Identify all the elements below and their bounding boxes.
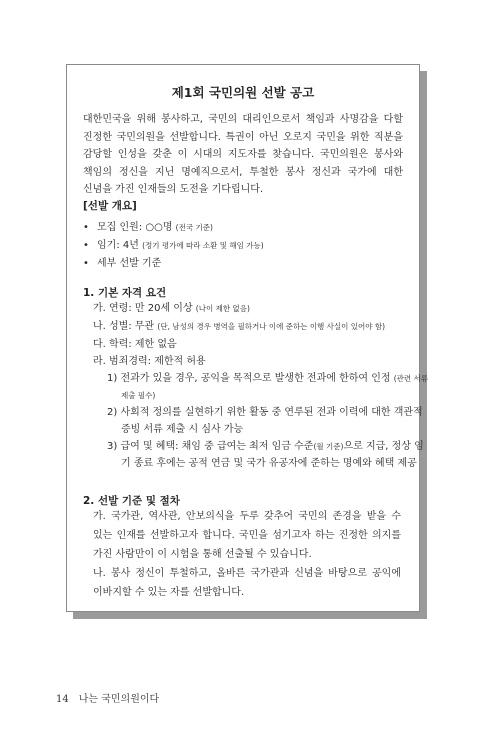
- criminal-rule-3: 3) 급여 및 혜택: 채임 중 급여는 최저 임금 수준(월 기준)으로 지급, 정상 임: [107, 441, 424, 452]
- section2-heading: 2. 선발 기준 및 절차: [83, 495, 180, 507]
- intro-paragraph: 대한민국을 위해 봉사하고, 국민의 대리인으로서 책임과 사명감을 다할 진정한 국민의원을 선발합니다. 특권이 아닌 오로지 국민을 위한 직분을 감당할 인성을 갖춘 이 시대의 지도자를 찾습니다. 국민의원은 봉사와 책임의 정신을 지닌 명예직으로서, 투철한 봉사 정신과 국가에 대한 신념을 가진 인재들의 도전을 기다립니다.: [83, 114, 403, 195]
- page-footer: [56, 690, 159, 705]
- selection-criteria-a: 가. 국가관, 역사관, 안보의식을 두루 갖추어 국민의 존경을 받을 수 있는 인재를 선발하고자 합니다. 국민을 섬기고자 하는 진정한 의지를 가진 사람만이 이 시험을 통해 선출될 수 있습니다.: [93, 511, 401, 560]
- notice-box: [66, 64, 429, 612]
- criminal-rule-2-cont: 증빙 서류 제출 시 심사 가능: [121, 424, 244, 435]
- page-number: 14: [56, 694, 69, 705]
- overview-heading: [선발 개요]: [83, 200, 137, 212]
- criteria-age: 가. 연령: 만 20세 이상 (나이 제한 없음): [93, 303, 250, 314]
- criminal-rule-2: 2) 사회적 정의를 실현하기 위한 활동 중 연루된 전과 이력에 대한 객관적: [107, 407, 423, 418]
- list-item: • 모집 인원: ○○명 (전국 기준): [83, 222, 213, 233]
- overview-list: [83, 219, 264, 273]
- list-item: • 세부 선발 기준: [83, 258, 162, 269]
- criteria-criminal: 라. 범죄경력: 제한적 허용: [93, 356, 206, 367]
- criminal-rule-1: 1) 전과가 있을 경우, 공익을 목적으로 발생한 전과에 한하여 인정 (관련 서류: [107, 373, 429, 384]
- criminal-rule-3-cont: 기 종료 후에는 공적 연금 및 국가 유공자에 준하는 명예와 혜택 제공: [121, 458, 417, 469]
- criteria-education: 다. 학력: 제한 없음: [93, 339, 177, 350]
- criminal-rule-1-cont: 제출 필수): [121, 391, 156, 400]
- book-title: 나는 국민의원이다: [78, 694, 160, 705]
- criteria-gender: 나. 성별: 무관 (단, 남성의 경우 병역을 필하거나 이에 준하는 이행 사실이 있어야 함): [93, 321, 386, 332]
- notice-title: 제1회 국민의원 선발 공고: [171, 85, 315, 100]
- section1-heading: 1. 기본 자격 요건: [83, 287, 167, 299]
- selection-criteria-b: 나. 봉사 정신이 투철하고, 올바른 국가관과 신념을 바탕으로 공익에 이바지할 수 있는 자를 선발합니다.: [93, 568, 401, 598]
- list-item: • 임기: 4년 (정기 평가에 따라 소환 및 해임 가능): [83, 240, 264, 251]
